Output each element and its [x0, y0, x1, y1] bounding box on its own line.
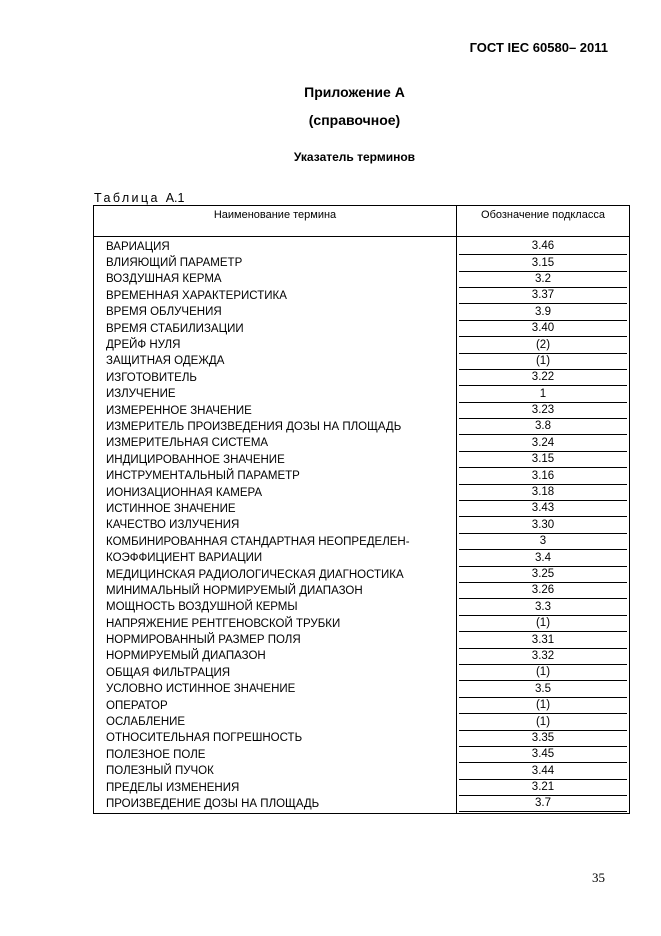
subclass-code: (1) — [459, 616, 627, 632]
subclass-code: 3 — [459, 534, 627, 550]
subclass-cell — [457, 534, 630, 550]
col-header-subclass: Обозначение подкласса — [457, 206, 630, 237]
subclass-cell — [457, 403, 630, 419]
subclass-cell — [457, 468, 630, 484]
subclass-cell — [457, 387, 630, 403]
subclass-code: 3.25 — [459, 567, 627, 583]
term-name: ВРЕМЯ ОБЛУЧЕНИЯ — [94, 305, 457, 321]
table-row — [94, 665, 630, 681]
term-name: ИЗЛУЧЕНИЕ — [94, 387, 457, 403]
term-name: ПОЛЕЗНЫЙ ПУЧОК — [94, 764, 457, 780]
table-row — [94, 796, 630, 813]
subclass-cell — [457, 780, 630, 796]
subclass-code: 3.15 — [459, 256, 627, 272]
term-name: ВРЕМЕННАЯ ХАРАКТЕРИСТИКА — [94, 288, 457, 304]
subclass-code: 3.40 — [459, 321, 627, 337]
subclass-cell — [457, 272, 630, 288]
table-header-row — [94, 206, 630, 237]
subclass-cell — [457, 731, 630, 747]
term-name: ПОЛЕЗНОЕ ПОЛЕ — [94, 747, 457, 763]
table-row — [94, 534, 630, 550]
term-name: ИЗГОТОВИТЕЛЬ — [94, 370, 457, 386]
subclass-cell — [457, 321, 630, 337]
table-row — [94, 583, 630, 599]
subclass-cell — [457, 632, 630, 648]
col-header-term: Наименование термина — [94, 206, 457, 237]
term-name: ЗАЩИТНАЯ ОДЕЖДА — [94, 354, 457, 370]
term-name: ДРЕЙФ НУЛЯ — [94, 337, 457, 353]
table-row — [94, 616, 630, 632]
subclass-cell — [457, 237, 630, 256]
term-name: ОСЛАБЛЕНИЕ — [94, 714, 457, 730]
table-row — [94, 747, 630, 763]
subclass-code: 3.45 — [459, 747, 627, 763]
subclass-cell — [457, 764, 630, 780]
subclass-code: 3.31 — [459, 633, 627, 649]
table-row — [94, 237, 630, 256]
subclass-code: (1) — [459, 354, 627, 370]
subclass-cell — [457, 616, 630, 632]
term-name: КОЭФФИЦИЕНТ ВАРИАЦИИ — [94, 550, 457, 566]
terms-table-body — [94, 237, 630, 814]
subclass-cell — [457, 288, 630, 304]
subclass-code: 3.9 — [459, 305, 627, 321]
term-name: МОЩНОСТЬ ВОЗДУШНОЙ КЕРМЫ — [94, 600, 457, 616]
table-row — [94, 468, 630, 484]
standard-id: ГОСТ IEC 60580– 2011 — [469, 40, 608, 55]
table-row — [94, 272, 630, 288]
term-name: ВЛИЯЮЩИЙ ПАРАМЕТР — [94, 255, 457, 271]
term-name: ИСТИННОЕ ЗНАЧЕНИЕ — [94, 501, 457, 517]
table-row — [94, 649, 630, 665]
subclass-cell — [457, 255, 630, 271]
table-row — [94, 485, 630, 501]
table-row — [94, 731, 630, 747]
subclass-cell — [457, 747, 630, 763]
subclass-code: 3.30 — [459, 518, 627, 534]
table-row — [94, 387, 630, 403]
table-caption — [94, 191, 184, 205]
subclass-code: (1) — [459, 665, 627, 681]
term-name: ПРОИЗВЕДЕНИЕ ДОЗЫ НА ПЛОЩАДЬ — [94, 796, 457, 813]
table-row — [94, 550, 630, 566]
table-row — [94, 600, 630, 616]
table-row — [94, 419, 630, 435]
term-name: ИЗМЕРЕННОЕ ЗНАЧЕНИЕ — [94, 403, 457, 419]
table-caption-number: А.1 — [165, 191, 185, 205]
subclass-cell — [457, 419, 630, 435]
table-caption-word: Таблица — [94, 191, 160, 205]
table-row — [94, 403, 630, 419]
subclass-cell — [457, 501, 630, 517]
appendix-title: Приложение А — [304, 84, 405, 100]
subclass-code: 3.18 — [459, 485, 627, 501]
subclass-code: 3.22 — [459, 370, 627, 386]
subclass-code: 3.23 — [459, 403, 627, 419]
subclass-code: 3.46 — [459, 239, 627, 255]
term-name: ИЗМЕРИТЕЛЬНАЯ СИСТЕМА — [94, 436, 457, 452]
subclass-cell — [457, 436, 630, 452]
subclass-code: 1 — [459, 387, 627, 403]
term-name: ВАРИАЦИЯ — [94, 237, 457, 256]
subclass-cell — [457, 714, 630, 730]
table-row — [94, 682, 630, 698]
subclass-cell — [457, 337, 630, 353]
subclass-cell — [457, 452, 630, 468]
table-row — [94, 780, 630, 796]
term-name: ОТНОСИТЕЛЬНАЯ ПОГРЕШНОСТЬ — [94, 731, 457, 747]
subclass-code: 3.37 — [459, 288, 627, 304]
table-row — [94, 452, 630, 468]
subclass-cell — [457, 567, 630, 583]
terms-table — [93, 205, 630, 814]
term-name: ИНСТРУМЕНТАЛЬНЫЙ ПАРАМЕТР — [94, 468, 457, 484]
term-name: ИНДИЦИРОВАННОЕ ЗНАЧЕНИЕ — [94, 452, 457, 468]
appendix-heading: Указатель терминов — [293, 150, 416, 164]
term-name: НОРМИРОВАННЫЙ РАЗМЕР ПОЛЯ — [94, 632, 457, 648]
table-row — [94, 714, 630, 730]
subclass-cell — [457, 550, 630, 566]
subclass-code: (1) — [459, 715, 627, 731]
table-row — [94, 305, 630, 321]
subclass-cell — [457, 583, 630, 599]
subclass-cell — [457, 370, 630, 386]
page-number: 35 — [592, 870, 605, 885]
subclass-code: 3.15 — [459, 452, 627, 468]
table-row — [94, 354, 630, 370]
term-name: ВРЕМЯ СТАБИЛИЗАЦИИ — [94, 321, 457, 337]
subclass-cell — [457, 682, 630, 698]
subclass-code: 3.32 — [459, 649, 627, 665]
subclass-code: 3.5 — [459, 682, 627, 698]
subclass-code: 3.8 — [459, 419, 627, 435]
subclass-code: 3.26 — [459, 583, 627, 599]
table-row — [94, 518, 630, 534]
subclass-code: 3.43 — [459, 501, 627, 517]
table-row — [94, 321, 630, 337]
table-row — [94, 632, 630, 648]
subclass-code: 3.7 — [459, 796, 627, 812]
subclass-code: 3.16 — [459, 469, 627, 485]
subclass-code: (1) — [459, 698, 627, 714]
term-name: ВОЗДУШНАЯ КЕРМА — [94, 272, 457, 288]
term-name: ИОНИЗАЦИОННАЯ КАМЕРА — [94, 485, 457, 501]
subclass-code: 3.2 — [459, 272, 627, 288]
table-row — [94, 288, 630, 304]
subclass-code: 3.24 — [459, 436, 627, 452]
subclass-code: 3.21 — [459, 780, 627, 796]
subclass-cell — [457, 600, 630, 616]
subclass-cell — [457, 485, 630, 501]
subclass-cell — [457, 305, 630, 321]
table-row — [94, 501, 630, 517]
subclass-cell — [457, 649, 630, 665]
subclass-code: 3.44 — [459, 764, 627, 780]
subclass-cell — [457, 518, 630, 534]
table-row — [94, 370, 630, 386]
term-name: ОПЕРАТОР — [94, 698, 457, 714]
term-name: КОМБИНИРОВАННАЯ СТАНДАРТНАЯ НЕОПРЕДЕЛЕН- — [94, 534, 457, 550]
table-row — [94, 436, 630, 452]
table-row — [94, 337, 630, 353]
term-name: УСЛОВНО ИСТИННОЕ ЗНАЧЕНИЕ — [94, 682, 457, 698]
term-name: НОРМИРУЕМЫЙ ДИАПАЗОН — [94, 649, 457, 665]
term-name: КАЧЕСТВО ИЗЛУЧЕНИЯ — [94, 518, 457, 534]
table-row — [94, 764, 630, 780]
subclass-code: 3.4 — [459, 551, 627, 567]
table-row — [94, 698, 630, 714]
term-name: МИНИМАЛЬНЫЙ НОРМИРУЕМЫЙ ДИАПАЗОН — [94, 583, 457, 599]
term-name: ИЗМЕРИТЕЛЬ ПРОИЗВЕДЕНИЯ ДОЗЫ НА ПЛОЩАДЬ — [94, 419, 457, 435]
subclass-code: 3.3 — [459, 600, 627, 616]
subclass-cell — [457, 796, 630, 813]
term-name: ПРЕДЕЛЫ ИЗМЕНЕНИЯ — [94, 780, 457, 796]
term-name: МЕДИЦИНСКАЯ РАДИОЛОГИЧЕСКАЯ ДИАГНОСТИКА — [94, 567, 457, 583]
subclass-cell — [457, 698, 630, 714]
term-name: ОБЩАЯ ФИЛЬТРАЦИЯ — [94, 665, 457, 681]
table-row — [94, 567, 630, 583]
appendix-subtitle: (справочное) — [308, 112, 401, 128]
subclass-code: 3.35 — [459, 731, 627, 747]
subclass-code: (2) — [459, 338, 627, 354]
subclass-cell — [457, 665, 630, 681]
term-name: НАПРЯЖЕНИЕ РЕНТГЕНОВСКОЙ ТРУБКИ — [94, 616, 457, 632]
subclass-cell — [457, 354, 630, 370]
table-row — [94, 255, 630, 271]
